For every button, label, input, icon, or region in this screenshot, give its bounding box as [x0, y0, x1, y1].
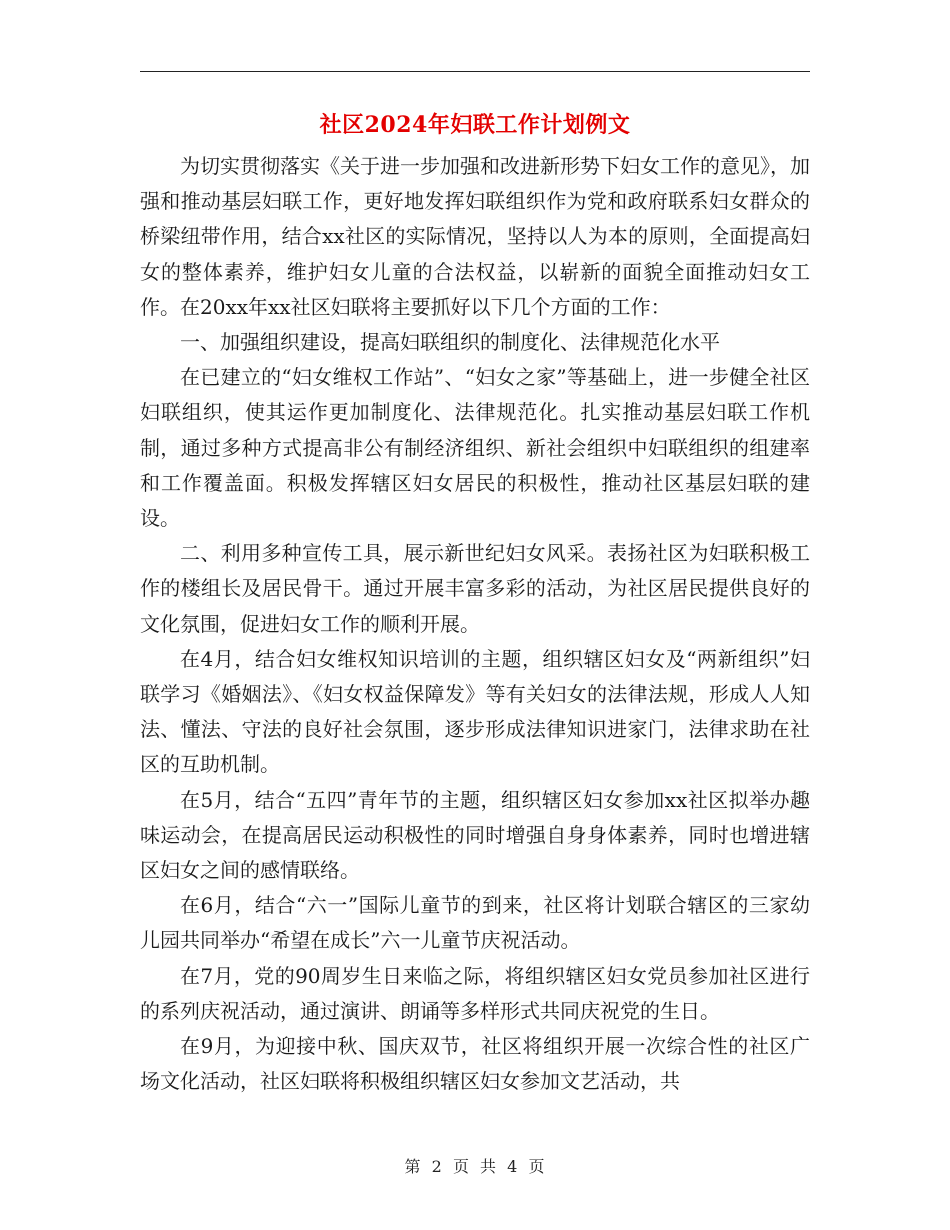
- paragraph-june: 在6月，结合“六一”国际儿童节的到来，社区将计划联合辖区的三家幼儿园共同举办“希望在成长”六一儿童节庆祝活动。: [140, 893, 810, 953]
- footer-total-pages: 4: [507, 1157, 519, 1176]
- paragraph-september: 在9月，为迎接中秋、国庆双节，社区将组织开展一次综合性的社区广场文化活动，社区妇联将积极组织辖区妇女参加文艺活动，共: [140, 1034, 810, 1094]
- footer-page-word: 页: [452, 1157, 470, 1176]
- paragraph-section-2: 二、利用多种宣传工具，展示新世纪妇女风采。表扬社区为妇联积极工作的楼组长及居民骨干。通过开展丰富多彩的活动，为社区居民提供良好的文化氛围，促进妇女工作的顺利开展。: [140, 541, 810, 636]
- paragraph-intro: 为切实贯彻落实《关于进一步加强和改进新形势下妇女工作的意见》，加强和推动基层妇联工作，更好地发挥妇联组织作为党和政府联系妇女群众的桥梁纽带作用，结合xx社区的实际情况，坚持以人为本的原则，全面提高妇女的整体素养，维护妇女儿童的合法权益，以崭新的面貌全面推动妇女工作。在20xx年xx社区妇联将主要抓好以下几个方面的工作：: [140, 154, 810, 319]
- footer-total-word: 共: [480, 1157, 498, 1176]
- paragraph-july: 在7月，党的90周岁生日来临之际，将组织辖区妇女党员参加社区进行的系列庆祝活动，通过演讲、朗诵等多样形式共同庆祝党的生日。: [140, 963, 810, 1023]
- paragraph-section-1-body: 在已建立的“妇女维权工作站”、“妇女之家”等基础上，进一步健全社区妇联组织，使其运作更加制度化、法律规范化。扎实推动基层妇联工作机制，通过多种方式提高非公有制经济组织、新社会组织中妇联组织的组建率和工作覆盖面。积极发挥辖区妇女居民的积极性，推动社区基层妇联的建设。: [140, 365, 810, 531]
- paragraph-april: 在4月，结合妇女维权知识培训的主题，组织辖区妇女及“两新组织”妇联学习《婚姻法》、《妇女权益保障发》等有关妇女的法律法规，形成人人知法、懂法、守法的良好社会氛围，逐步形成法律知识进家门，法律求助在社区的互助机制。: [140, 646, 810, 777]
- paragraph-may: 在5月，结合“五四”青年节的主题，组织辖区妇女参加xx社区拟举办趣味运动会，在提高居民运动积极性的同时增强自身身体素养，同时也增进辖区妇女之间的感情联络。: [140, 787, 810, 883]
- header-rule: [140, 71, 810, 72]
- footer-current-page: 2: [431, 1157, 443, 1176]
- page-footer: [0, 1154, 950, 1177]
- document-body: [140, 149, 810, 1099]
- paragraph-section-1-heading: 一、加强组织建设，提高妇联组织的制度化、法律规范化水平: [180, 330, 720, 355]
- footer-suffix: 页: [528, 1157, 546, 1176]
- footer-prefix: 第: [404, 1157, 422, 1176]
- document-title: 社区2024年妇联工作计划例文: [319, 112, 631, 138]
